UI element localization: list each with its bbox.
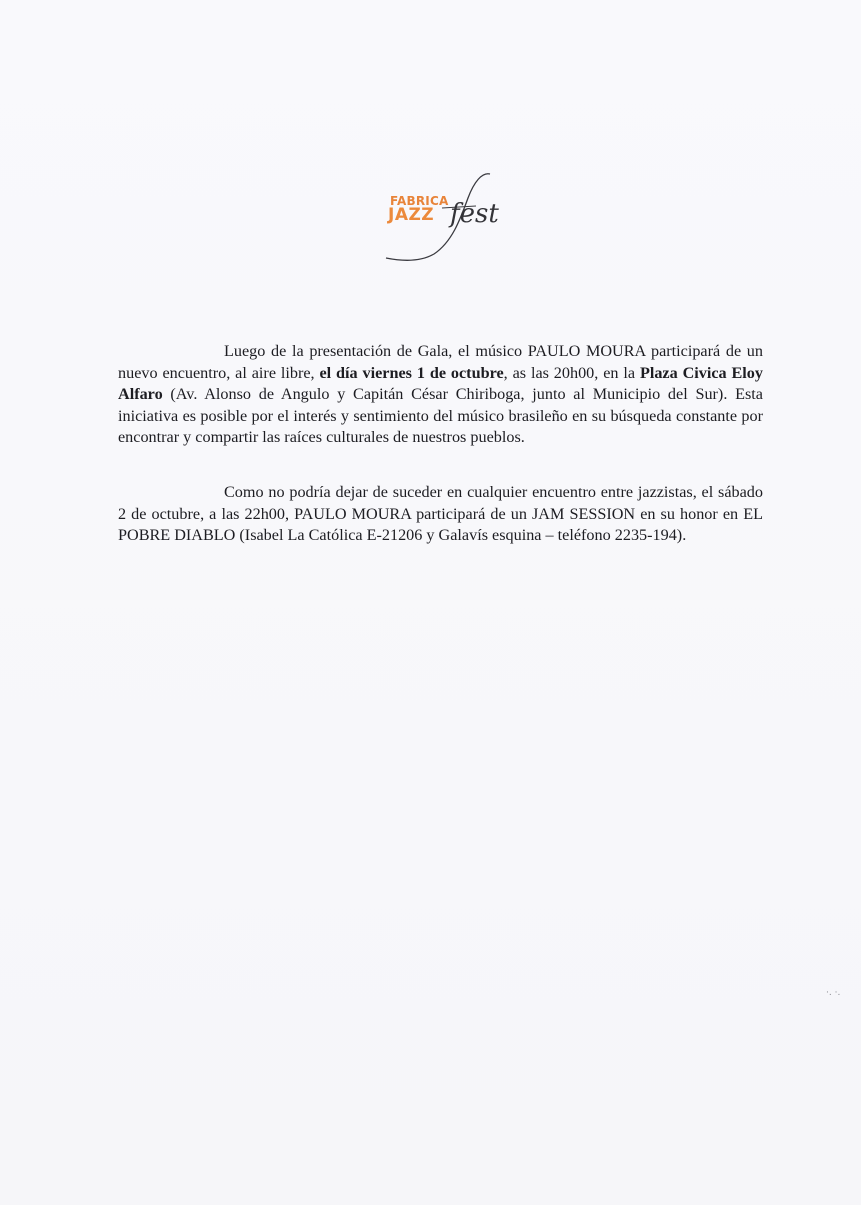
paragraph-jam-session xyxy=(118,482,763,547)
text-run: , as las 20h00, en la xyxy=(503,363,640,382)
text-run: Como no podría dejar de suceder en cualquier encuentro entre jazzistas, el sábado 2 de octubre, a las 22h00, PAULO MOURA participará de un JAM SESSION en su honor en EL POBRE DIABLO (Isabel La Católica E-21206 y Galavís esquina – teléfono 2235-194). xyxy=(118,483,763,545)
logo-fest-text: fest xyxy=(450,199,499,229)
logo-fabrica-text: FABRICA xyxy=(390,194,449,208)
paragraph-gala-event xyxy=(118,341,763,449)
bold-text-run: el día viernes 1 de octubre xyxy=(319,363,504,382)
fabrica-jazz-fest-logo xyxy=(378,168,518,268)
text-run: Luego de la presentación de Gala, el músico PAULO MOURA participará de un nuevo encuentro, al aire libre, xyxy=(118,342,763,382)
text-run: (Av. Alonso de Angulo y Capitán César Chiriboga, junto al Municipio del Sur). Esta iniciativa es posible por el interés y sentimiento del músico brasileño en su búsqueda constante por encontrar y compartir las raíces culturales de nuestros pueblos. xyxy=(118,385,763,447)
bold-text-run: Plaza Civica Eloy Alfaro xyxy=(118,363,763,404)
logo-jazz-text: JAZZ xyxy=(388,205,435,225)
scan-speck: ·. ·. xyxy=(826,988,841,998)
